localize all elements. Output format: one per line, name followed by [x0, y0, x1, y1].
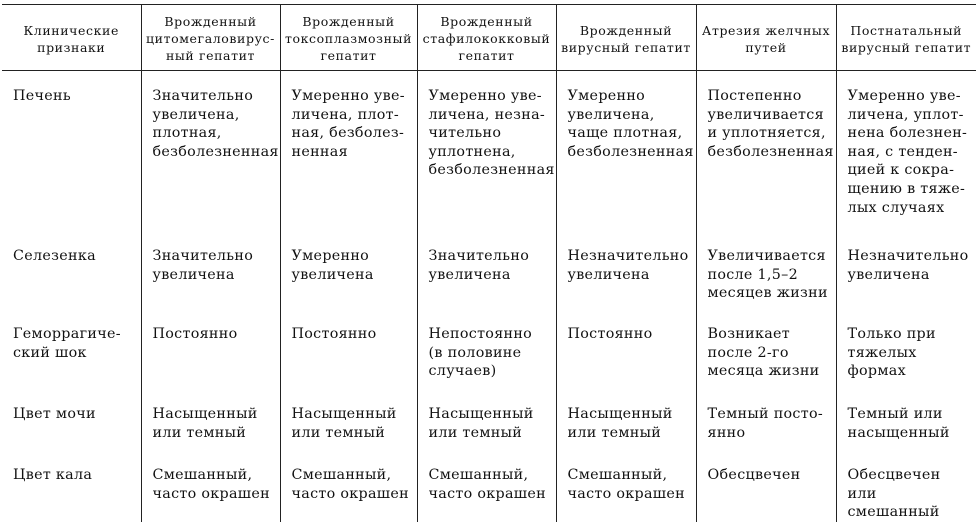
table-cell: Смешанный, часто окрашен	[141, 451, 280, 522]
table-cell: Только при тяжелых формах	[836, 307, 976, 389]
table-cell: Умеренно уве- личена, уплот- нена болезнен- ная, с тенден- цией к сокра- щению в тяже- лых случаях	[836, 71, 976, 234]
table-cell: Обесцвечен	[696, 451, 836, 522]
table-cell: Незначительно увеличена	[556, 233, 696, 307]
row-label: Цвет мочи	[2, 389, 141, 451]
table-cell: Умеренно увеличена	[280, 233, 417, 307]
row-label: Цвет кала	[2, 451, 141, 522]
header-congenital-viral-hepatitis: Врожденный вирусный гепатит	[556, 5, 696, 71]
table-cell: Значительно увеличена	[417, 233, 556, 307]
header-congenital-staphylococcal-hepatitis: Врожденный стафилококковый гепатит	[417, 5, 556, 71]
table-header	[2, 5, 976, 71]
table-cell: Смешанный, часто окрашен	[417, 451, 556, 522]
row-label: Селезенка	[2, 233, 141, 307]
differential-diagnosis-table	[2, 4, 976, 522]
header-congenital-cmv-hepatitis: Врожденный цитомегаловирус- ный гепатит	[141, 5, 280, 71]
table-cell: Увеличивается после 1,5–2 месяцев жизни	[696, 233, 836, 307]
table-body	[2, 71, 976, 522]
table-cell: Постоянно	[141, 307, 280, 389]
row-label: Геморрагиче- ский шок	[2, 307, 141, 389]
table-cell: Возникает после 2-го месяца жизни	[696, 307, 836, 389]
header-clinical-signs: Клинические признаки	[2, 5, 141, 71]
table-cell: Значительно увеличена, плотная, безболезненная	[141, 71, 280, 234]
table-row	[2, 451, 976, 522]
table-cell: Значительно увеличена	[141, 233, 280, 307]
table-cell: Насыщенный или темный	[417, 389, 556, 451]
table-cell: Непостоянно (в половине случаев)	[417, 307, 556, 389]
table-cell: Постоянно	[280, 307, 417, 389]
table-cell: Темный или насыщенный	[836, 389, 976, 451]
header-postnatal-viral-hepatitis: Постнатальный вирусный гепатит	[836, 5, 976, 71]
table-row	[2, 71, 976, 234]
table-row	[2, 307, 976, 389]
table-cell: Насыщенный или темный	[141, 389, 280, 451]
table-cell: Смешанный, часто окрашен	[556, 451, 696, 522]
table-cell: Обесцвечен или смешанный	[836, 451, 976, 522]
table-row	[2, 389, 976, 451]
row-label: Печень	[2, 71, 141, 234]
table-cell: Насыщенный или темный	[556, 389, 696, 451]
header-row	[2, 5, 976, 71]
header-biliary-atresia: Атрезия желчных путей	[696, 5, 836, 71]
table-row	[2, 233, 976, 307]
table-cell: Постепенно увеличивается и уплотняется, безболезненная	[696, 71, 836, 234]
table-cell: Постоянно	[556, 307, 696, 389]
table-cell: Умеренно уве- личена, плот- ная, безболез- ненная	[280, 71, 417, 234]
table-cell: Умеренно уве- личена, незна- чительно уплотнена, безболезненная	[417, 71, 556, 234]
table-cell: Смешанный, часто окрашен	[280, 451, 417, 522]
header-congenital-toxoplasmosis-hepatitis: Врожденный токсоплазмозный гепатит	[280, 5, 417, 71]
table-cell: Незначительно увеличена	[836, 233, 976, 307]
table-cell: Темный посто- янно	[696, 389, 836, 451]
table-cell: Умеренно увеличена, чаще плотная, безболезненная	[556, 71, 696, 234]
table-cell: Насыщенный или темный	[280, 389, 417, 451]
